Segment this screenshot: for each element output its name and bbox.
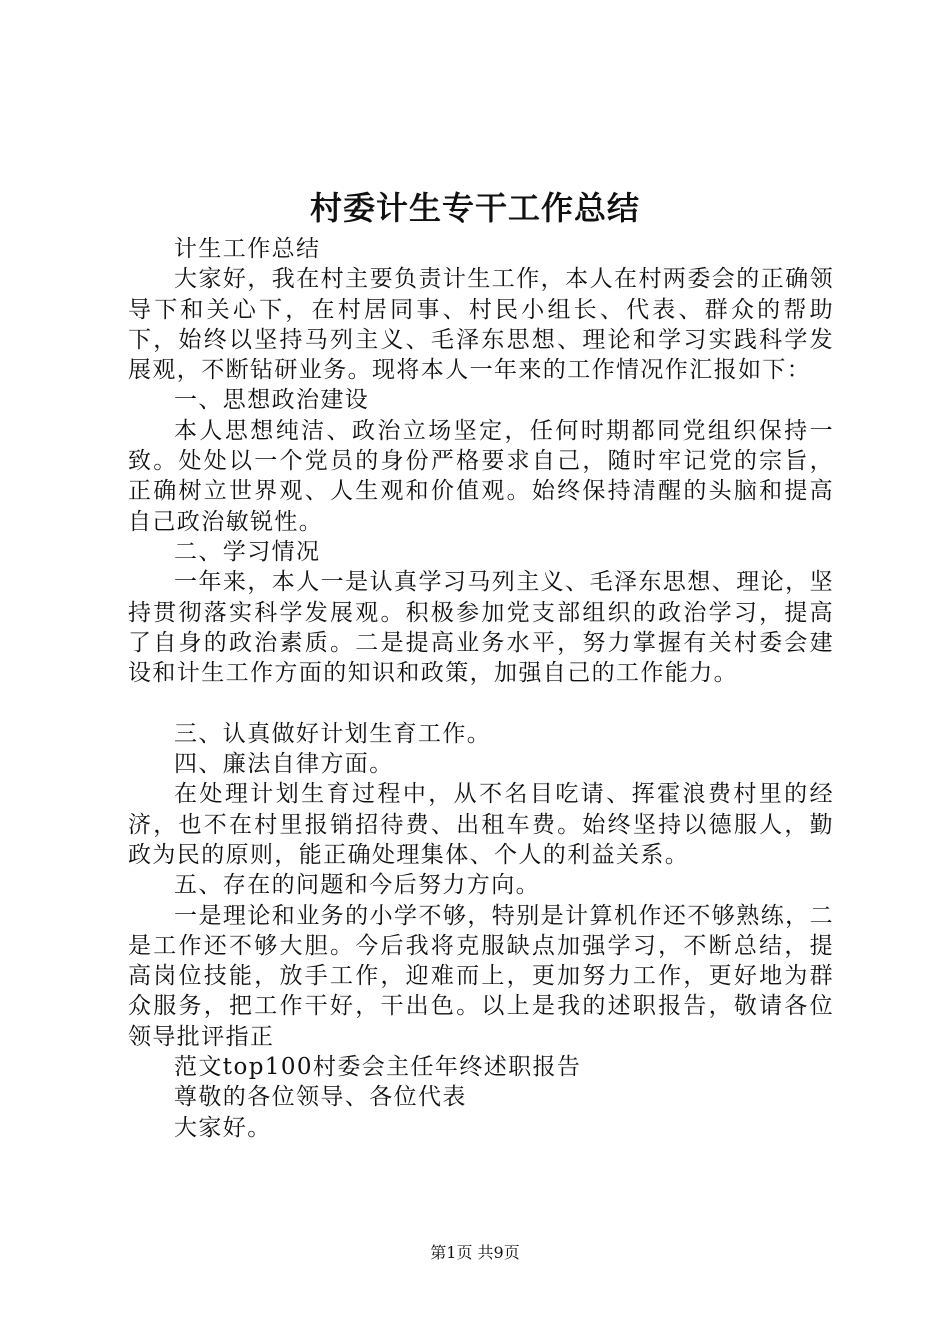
paragraph-greeting: 大家好。 bbox=[174, 1114, 272, 1141]
paragraph-salutation: 尊敬的各位领导、各位代表 bbox=[174, 1084, 467, 1111]
document-body bbox=[128, 234, 834, 1143]
section-heading-family-planning: 三、认真做好计划生育工作。 bbox=[174, 720, 492, 747]
paragraph-heading-summary: 计生工作总结 bbox=[174, 236, 321, 262]
paragraph-intro: 大家好，我在村主要负责计生工作，本人在村两委会的正确领导下和关心下，在村居同事、村民小组长、代表、群众的帮助下，始终以坚持马列主义、毛泽东思想、理论和学习实践科学发展观，不断钻研业务。现将本人一年来的工作情况作汇报如下： bbox=[128, 266, 834, 384]
section-heading-political: 一、思想政治建设 bbox=[174, 387, 370, 414]
section-heading-integrity: 四、廉法自律方面。 bbox=[174, 751, 394, 778]
paragraph-problems: 一是理论和业务的小学不够，特别是计算机作还不够熟练，二是工作还不够大胆。今后我将克服缺点加强学习，不断总结，提高岗位技能，放手工作，迎难而上，更加努力工作，更好地为群众服务，把工作干好，干出色。以上是我的述职报告，敬请各位领导批评指正 bbox=[128, 902, 834, 1050]
paragraph-study: 一年来，本人一是认真学习马列主义、毛泽东思想、理论，坚持贯彻落实科学发展观。积极参加党支部组织的政治学习，提高了自身的政治素质。二是提高业务水平，努力掌握有关村委会建设和计生工作方面的知识和政策，加强自己的工作能力。 bbox=[128, 569, 834, 687]
paragraph-political: 本人思想纯洁、政治立场坚定，任何时期都同党组织保持一致。处处以一个党员的身份严格要求自己，随时牢记党的宗旨，正确树立世界观、人生观和价值观。始终保持清醒的头脑和提高自己政治敏锐性。 bbox=[128, 417, 834, 535]
page-footer: 第1页 共9页 bbox=[430, 1243, 520, 1262]
paragraph-integrity: 在处理计划生育过程中，从不名目吃请、挥霍浪费村里的经济，也不在村里报销招待费、出租车费。始终坚持以德服人，勤政为民的原则，能正确处理集体、个人的利益关系。 bbox=[128, 781, 834, 868]
paragraph-sample-title: 范文top100村委会主任年终述职报告 bbox=[174, 1054, 582, 1081]
section-heading-study: 二、学习情况 bbox=[174, 538, 321, 565]
document-title: 村委计生专干工作总结 bbox=[309, 189, 640, 227]
section-heading-problems: 五、存在的问题和今后努力方向。 bbox=[174, 872, 540, 899]
